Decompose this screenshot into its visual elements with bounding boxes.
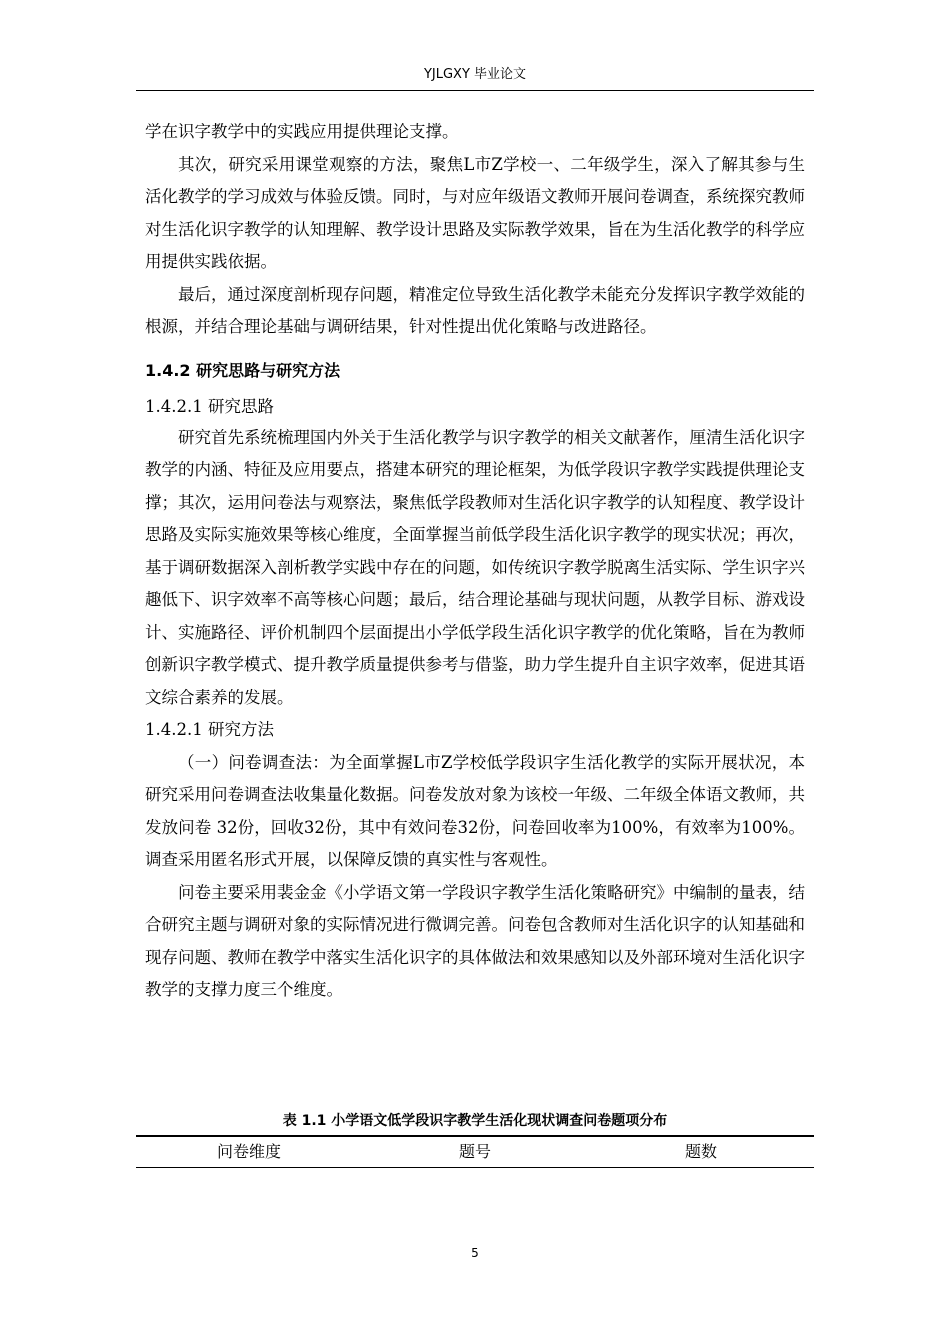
survey-table [136, 1135, 814, 1168]
body-text [145, 116, 805, 1007]
paragraph-questionnaire: （一）问卷调查法：为全面掌握L市Z学校低学段识字生活化教学的实际开展状况，本研究采用问卷调查法收集量化数据。问卷发放对象为该校一年级、二年级全体语文教师，共发放问卷 32份，回收32份，其中有效问卷32份，问卷回收率为100%，有效率为100%。调查采用匿名形式开展，以保障反馈的真实性与客观性。 [145, 752, 805, 869]
paragraph-second: 其次，研究采用课堂观察的方法，聚焦L市Z学校一、二年级学生，深入了解其参与生活化教学的学习成效与体验反馈。同时，与对应年级语文教师开展问卷调查，系统探究教师对生活化识字教学的认知理解、教学设计思路及实际教学效果，旨在为生活化教学的科学应用提供实践依据。 [145, 154, 805, 271]
table-header-item-number: 题号 [458, 1142, 491, 1161]
page-number: 5 [471, 1246, 479, 1260]
paragraph-continuation: 学在识字教学中的实践应用提供理论支撑。 [145, 122, 459, 141]
section-heading: 1.4.2 研究思路与研究方法 [145, 360, 341, 380]
paragraph-finally: 最后，通过深度剖析现存问题，精准定位导致生活化教学未能充分发挥识字教学效能的根源，并结合理论基础与调研结果，针对性提出优化策略与改进路径。 [145, 284, 805, 336]
page-header: YJLGXY 毕业论文 [136, 64, 814, 91]
paragraph-scale: 问卷主要采用裴金金《小学语文第一学段识字教学生活化策略研究》中编制的量表，结合研究主题与调研对象的实际情况进行微调完善。问卷包含教师对生活化识字的认知基础和现存问题、教师在教学中落实生活化识字的具体做法和效果感知以及外部环境对生活化识字教学的支撑力度三个维度。 [145, 882, 805, 999]
table-caption: 表 1.1 小学语文低学段识字教学生活化现状调查问卷题项分布 [282, 1113, 668, 1129]
table-header-dimension: 问卷维度 [216, 1142, 281, 1161]
subsection-heading-approach: 1.4.2.1 研究思路 [145, 396, 274, 416]
table-header-item-count: 题数 [684, 1142, 717, 1161]
subsection-heading-methods: 1.4.2.1 研究方法 [145, 720, 274, 739]
paragraph-approach: 研究首先系统梳理国内外关于生活化教学与识字教学的相关文献著作，厘清生活化识字教学的内涵、特征及应用要点，搭建本研究的理论框架，为低学段识字教学实践提供理论支撑；其次，运用问卷法与观察法，聚焦低学段教师对生活化识字教学的认知程度、教学设计思路及实际实施效果等核心维度，全面掌握当前低学段生活化识字教学的现实状况；再次，基于调研数据深入剖析教学实践中存在的问题，如传统识字教学脱离生活实际、学生识字兴趣低下、识字效率不高等核心问题；最后，结合理论基础与现状问题，从教学目标、游戏设计、实施路径、评价机制四个层面提出小学低学段生活化识字教学的优化策略，旨在为教师创新识字教学模式、提升教学质量提供参考与借鉴，助力学生提升自主识字效率，促进其语文综合素养的发展。 [145, 427, 805, 707]
